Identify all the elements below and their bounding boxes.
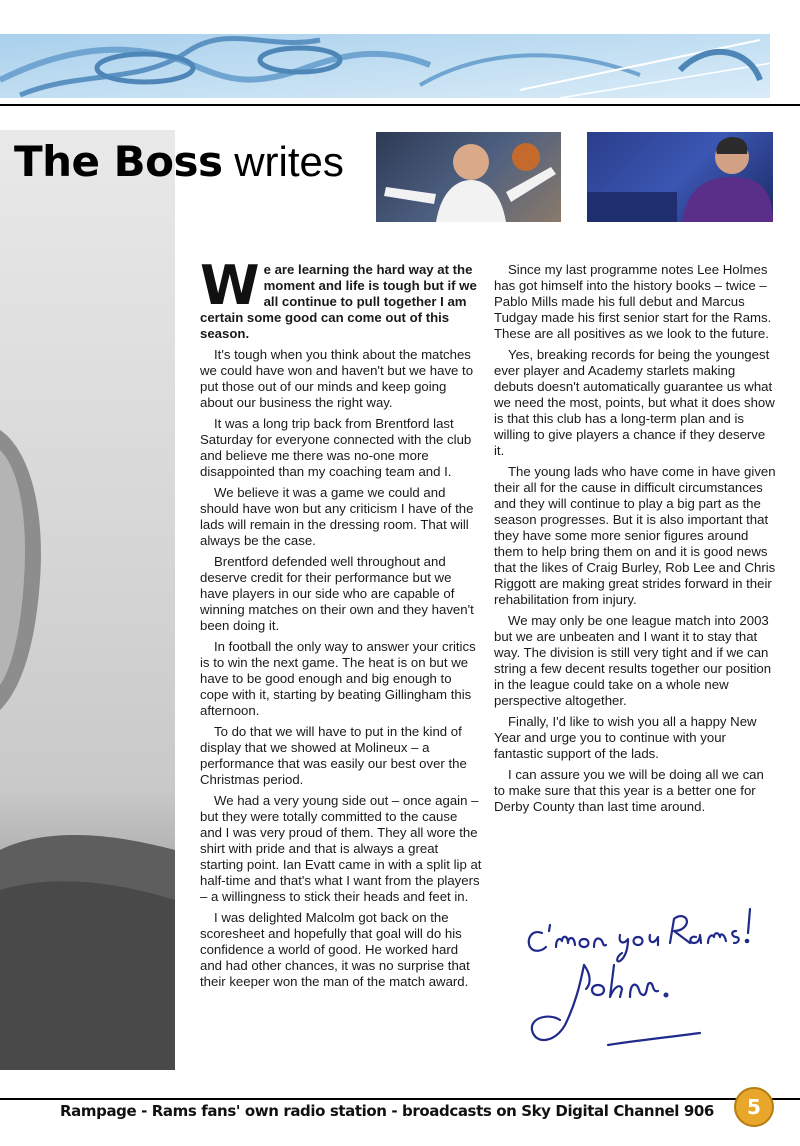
- paragraph: We believe it was a game we could and should have won but any criticism I have of the lads will remain in the dressing room. That will always be the case.: [200, 485, 474, 548]
- banner-graphic: [0, 30, 800, 102]
- paragraph: We had a very young side out – once again – but they were totally committed to the cause and I was very proud of them. They all wore the shirt with pride and that is always a great starting point. Ian Evatt came in with a split lip at half-time and that's what I want from the players – a willingness to stick their heads and feet in.: [200, 793, 482, 904]
- player-celebration-photo: [376, 132, 561, 222]
- lead-paragraph: [200, 254, 482, 342]
- header-banner: [0, 30, 800, 102]
- bottom-rule: [0, 1098, 800, 1100]
- title-light: writes: [234, 138, 344, 185]
- paragraph: In football the only way to answer your critics is to win the next game. The heat is on but we have to be good enough and big enough to cope with it, starting by beating Gillingham this afternoon.: [200, 639, 476, 718]
- photo2-graphic: [587, 132, 773, 222]
- paragraph: To do that we will have to put in the kind of display that we showed at Molineux – a performance that was easily our best over the Christmas period.: [200, 724, 467, 787]
- article-column-2: [494, 262, 776, 820]
- handwritten-signature: [520, 895, 780, 1070]
- manager-portrait: [0, 130, 175, 1070]
- paragraph: Finally, I'd like to wish you all a happy New Year and urge you to continue with your fantastic support of the lads.: [494, 714, 757, 761]
- paragraph: I can assure you we will be doing all we can to make sure that this year is a better one for Derby County than last time around.: [494, 767, 764, 814]
- manager-photo: [587, 132, 773, 222]
- lead-text: e are learning the hard way at the moment and life is tough but if we all continue to pull together I am certain some good can come out of this season.: [200, 262, 477, 341]
- paragraph: I was delighted Malcolm got back on the scoresheet and hopefully that goal will do his confidence a world of good. He worked hard and had other chances, it was no surprise that their keeper won the man of the match award.: [200, 910, 470, 989]
- article-column-1: [200, 254, 482, 995]
- paragraph: Brentford defended well throughout and deserve credit for their performance but we have players in our side who are capable of winning matches on their own and they haven't been doing it.: [200, 554, 474, 633]
- paragraph: It's tough when you think about the matches we could have won and haven't but we have to put those out of our minds and keep going about our business the right way.: [200, 347, 474, 410]
- footer-text: Rampage - Rams fans' own radio station - broadcasts on Sky Digital Channel 906: [60, 1102, 714, 1120]
- page-title: [14, 136, 344, 188]
- paragraph: Since my last programme notes Lee Holmes has got himself into the history books – twice – Pablo Mills made his full debut and Marcus Tudgay made his first senior start for the Rams. These are all positives as we look to the future.: [494, 262, 772, 341]
- drop-cap: W: [200, 254, 260, 317]
- top-rule: [0, 104, 800, 106]
- paragraph: Yes, breaking records for being the youngest ever player and Academy starlets making debuts doesn't automatically guarantee us what we need the most, points, but what it does show is that this club has a long-term plan and is willing to give players a chance if they deserve it.: [494, 347, 775, 458]
- portrait-graphic: [0, 130, 175, 1070]
- paragraph: It was a long trip back from Brentford last Saturday for everyone connected with the club and believe me there was no-one more disappointed than my coaching team and I.: [200, 416, 472, 479]
- photo1-graphic: [376, 132, 561, 222]
- paragraph: The young lads who have come in have given their all for the cause in difficult circumstances and they will continue to play a big part as the season progresses. But it is also important that they have some more senior figures around them to help bring them on and it is good news that the likes of Craig Burley, Rob Lee and Chris Riggott are making great strides forward in their rehabilitation from injury.: [494, 464, 776, 607]
- signature-graphic: [520, 895, 780, 1070]
- title-bold: The Boss: [14, 137, 223, 186]
- page-number-badge: 5: [734, 1087, 774, 1127]
- paragraph: We may only be one league match into 2003 but we are unbeaten and I want it to stay that way. The division is still very tight and if we can string a few decent results together our position in the league could take on a whole new perspective altogether.: [494, 613, 772, 708]
